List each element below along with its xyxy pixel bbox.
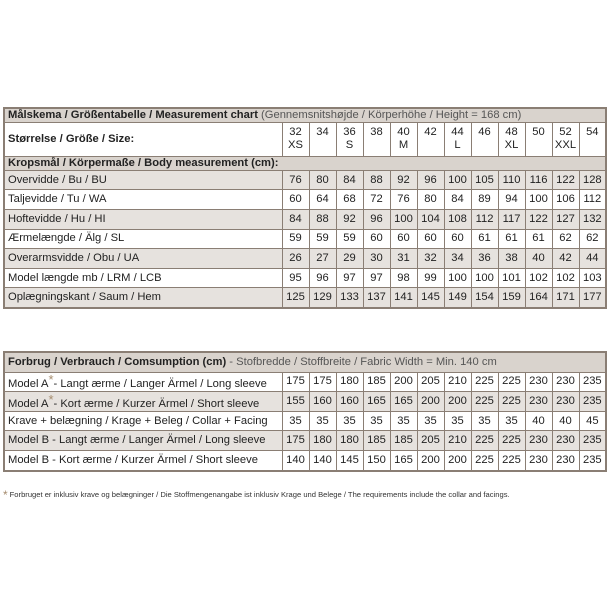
- size-number: 52: [559, 126, 572, 139]
- value-cell: 88: [363, 170, 390, 190]
- value-cell: 80: [417, 190, 444, 210]
- value-cell: 225: [471, 372, 498, 392]
- size-number: 32: [289, 126, 302, 139]
- size-letter: [472, 139, 498, 152]
- size-cell: [336, 122, 363, 156]
- value-cell: 200: [444, 450, 471, 470]
- row-label: Overvidde / Bu / BU: [4, 170, 282, 190]
- value-cell: 106: [552, 190, 579, 210]
- size-number: 36: [343, 126, 356, 139]
- value-cell: 100: [444, 170, 471, 190]
- consumption-chart: [3, 351, 607, 472]
- value-cell: 150: [363, 450, 390, 470]
- value-cell: 180: [336, 431, 363, 451]
- value-cell: 29: [336, 249, 363, 269]
- size-letter: L: [454, 139, 461, 152]
- size-number: 44: [451, 126, 464, 139]
- row-label: Overarmsvidde / Obu / UA: [4, 249, 282, 269]
- value-cell: 60: [444, 229, 471, 249]
- value-cell: 160: [309, 392, 336, 412]
- value-cell: 96: [363, 209, 390, 229]
- value-cell: 230: [525, 450, 552, 470]
- consumption-title: Forbrug / Verbrauch / Comsumption (cm) - Stofbredde / Stoffbreite / Fabric Width = Min. 140 cm: [4, 352, 606, 372]
- value-cell: 112: [579, 190, 606, 210]
- table-row: [4, 372, 606, 392]
- measurement-title-row: [4, 108, 606, 122]
- value-cell: 205: [417, 372, 444, 392]
- value-cell: 80: [309, 170, 336, 190]
- value-cell: 171: [552, 288, 579, 308]
- value-cell: 62: [579, 229, 606, 249]
- value-cell: 154: [471, 288, 498, 308]
- value-cell: 102: [552, 268, 579, 288]
- table-row: [4, 209, 606, 229]
- value-cell: 84: [336, 170, 363, 190]
- value-cell: 141: [390, 288, 417, 308]
- size-cell: [309, 122, 336, 156]
- size-cell: [363, 122, 390, 156]
- table-row: [4, 249, 606, 269]
- size-letter: [526, 139, 552, 152]
- value-cell: 180: [309, 431, 336, 451]
- size-row: [4, 122, 606, 156]
- value-cell: 104: [417, 209, 444, 229]
- value-cell: 100: [471, 268, 498, 288]
- value-cell: 99: [417, 268, 444, 288]
- value-cell: 230: [552, 372, 579, 392]
- size-letter: XS: [288, 139, 303, 152]
- value-cell: 61: [525, 229, 552, 249]
- value-cell: 62: [552, 229, 579, 249]
- row-label: Krave + belægning / Krage + Beleg / Collar + Facing: [4, 411, 282, 431]
- value-cell: 225: [498, 372, 525, 392]
- value-cell: 210: [444, 372, 471, 392]
- value-cell: 175: [282, 372, 309, 392]
- value-cell: 205: [417, 431, 444, 451]
- row-label: Model A*- Kort ærme / Kurzer Ärmel / Short sleeve: [4, 392, 282, 412]
- value-cell: 42: [552, 249, 579, 269]
- footnote-star-icon: *: [3, 488, 8, 502]
- value-cell: 61: [498, 229, 525, 249]
- value-cell: 88: [309, 209, 336, 229]
- value-cell: 34: [444, 249, 471, 269]
- value-cell: 117: [498, 209, 525, 229]
- table-row: [4, 190, 606, 210]
- value-cell: 97: [363, 268, 390, 288]
- value-cell: 40: [525, 249, 552, 269]
- body-measurement-header-row: [4, 156, 606, 170]
- size-number: 48: [505, 126, 518, 139]
- row-label: Hoftevidde / Hu / HI: [4, 209, 282, 229]
- value-cell: 230: [525, 372, 552, 392]
- value-cell: 230: [525, 431, 552, 451]
- value-cell: 128: [579, 170, 606, 190]
- value-cell: 101: [498, 268, 525, 288]
- value-cell: 84: [444, 190, 471, 210]
- size-number: 42: [424, 126, 437, 139]
- value-cell: 122: [552, 170, 579, 190]
- value-cell: 127: [552, 209, 579, 229]
- value-cell: 165: [390, 450, 417, 470]
- measurement-title: Målskema / Größentabelle / Measurement chart (Gennemsnitshøjde / Körperhöhe / Height = 168 cm): [4, 108, 606, 122]
- value-cell: 110: [498, 170, 525, 190]
- value-cell: 35: [282, 411, 309, 431]
- size-letter: [418, 139, 444, 152]
- value-cell: 35: [444, 411, 471, 431]
- value-cell: 140: [282, 450, 309, 470]
- row-label: Oplægningskant / Saum / Hem: [4, 288, 282, 308]
- value-cell: 149: [444, 288, 471, 308]
- body-measurement-header: Kropsmål / Körpermaße / Body measurement (cm):: [4, 156, 606, 170]
- value-cell: 35: [309, 411, 336, 431]
- value-cell: 185: [390, 431, 417, 451]
- measurement-chart: [3, 107, 607, 309]
- value-cell: 64: [309, 190, 336, 210]
- value-cell: 38: [498, 249, 525, 269]
- value-cell: 200: [444, 392, 471, 412]
- value-cell: 230: [525, 392, 552, 412]
- value-cell: 155: [282, 392, 309, 412]
- value-cell: 35: [498, 411, 525, 431]
- value-cell: 230: [552, 431, 579, 451]
- size-cell: [525, 122, 552, 156]
- table-row: [4, 392, 606, 412]
- value-cell: 185: [363, 372, 390, 392]
- value-cell: 35: [471, 411, 498, 431]
- asterisk-icon: *: [48, 391, 54, 407]
- value-cell: 92: [390, 170, 417, 190]
- value-cell: 225: [498, 431, 525, 451]
- value-cell: 31: [390, 249, 417, 269]
- size-letter: XL: [504, 139, 519, 152]
- row-label: Model B - Kort ærme / Kurzer Ärmel / Short sleeve: [4, 450, 282, 470]
- value-cell: 185: [363, 431, 390, 451]
- table-row: [4, 288, 606, 308]
- size-cell: [282, 122, 309, 156]
- value-cell: 32: [417, 249, 444, 269]
- size-cell: [579, 122, 606, 156]
- value-cell: 230: [552, 450, 579, 470]
- value-cell: 140: [309, 450, 336, 470]
- size-letter: M: [398, 139, 409, 152]
- value-cell: 97: [336, 268, 363, 288]
- value-cell: 45: [579, 411, 606, 431]
- value-cell: 159: [498, 288, 525, 308]
- value-cell: 68: [336, 190, 363, 210]
- table-row: [4, 431, 606, 451]
- size-number: 50: [532, 126, 545, 139]
- size-cell: [390, 122, 417, 156]
- value-cell: 177: [579, 288, 606, 308]
- consumption-title-row: [4, 352, 606, 372]
- row-label: Model længde mb / LRM / LCB: [4, 268, 282, 288]
- value-cell: 164: [525, 288, 552, 308]
- value-cell: 103: [579, 268, 606, 288]
- value-cell: 235: [579, 372, 606, 392]
- value-cell: 35: [390, 411, 417, 431]
- value-cell: 59: [282, 229, 309, 249]
- value-cell: 100: [525, 190, 552, 210]
- asterisk-icon: *: [48, 372, 54, 387]
- value-cell: 200: [417, 392, 444, 412]
- size-letter: S: [345, 139, 354, 152]
- value-cell: 100: [390, 209, 417, 229]
- value-cell: 210: [444, 431, 471, 451]
- value-cell: 105: [471, 170, 498, 190]
- value-cell: 125: [282, 288, 309, 308]
- value-cell: 72: [363, 190, 390, 210]
- value-cell: 44: [579, 249, 606, 269]
- row-label: Taljevidde / Tu / WA: [4, 190, 282, 210]
- value-cell: 175: [309, 372, 336, 392]
- table-row: [4, 170, 606, 190]
- size-cell: [444, 122, 471, 156]
- table-row: [4, 229, 606, 249]
- value-cell: 100: [444, 268, 471, 288]
- size-number: 38: [370, 126, 383, 139]
- size-number: 46: [478, 126, 491, 139]
- size-number: 54: [586, 126, 599, 139]
- size-cell: [498, 122, 525, 156]
- value-cell: 27: [309, 249, 336, 269]
- value-cell: 116: [525, 170, 552, 190]
- value-cell: 225: [471, 450, 498, 470]
- value-cell: 102: [525, 268, 552, 288]
- value-cell: 96: [417, 170, 444, 190]
- value-cell: 133: [336, 288, 363, 308]
- value-cell: 76: [282, 170, 309, 190]
- size-letter: [310, 139, 336, 152]
- size-cell: [471, 122, 498, 156]
- value-cell: 59: [309, 229, 336, 249]
- value-cell: 235: [579, 431, 606, 451]
- size-number: 40: [397, 126, 410, 139]
- size-cell: [417, 122, 444, 156]
- value-cell: 108: [444, 209, 471, 229]
- value-cell: 137: [363, 288, 390, 308]
- value-cell: 230: [552, 392, 579, 412]
- value-cell: 84: [282, 209, 309, 229]
- value-cell: 200: [390, 372, 417, 392]
- value-cell: 235: [579, 392, 606, 412]
- value-cell: 165: [390, 392, 417, 412]
- value-cell: 225: [471, 392, 498, 412]
- value-cell: 60: [282, 190, 309, 210]
- value-cell: 165: [363, 392, 390, 412]
- value-cell: 98: [390, 268, 417, 288]
- value-cell: 92: [336, 209, 363, 229]
- value-cell: 96: [309, 268, 336, 288]
- value-cell: 40: [552, 411, 579, 431]
- value-cell: 59: [336, 229, 363, 249]
- value-cell: 200: [417, 450, 444, 470]
- footnote: [3, 488, 607, 502]
- size-cell: [552, 122, 579, 156]
- row-label: Model A*- Langt ærme / Langer Ärmel / Long sleeve: [4, 372, 282, 392]
- value-cell: 35: [417, 411, 444, 431]
- value-cell: 35: [336, 411, 363, 431]
- size-letter: [364, 139, 390, 152]
- value-cell: 225: [498, 392, 525, 412]
- table-row: [4, 411, 606, 431]
- size-label: Størrelse / Größe / Size:: [4, 122, 282, 156]
- row-label: Model B - Langt ærme / Langer Ärmel / Long sleeve: [4, 431, 282, 451]
- value-cell: 94: [498, 190, 525, 210]
- value-cell: 235: [579, 450, 606, 470]
- value-cell: 122: [525, 209, 552, 229]
- value-cell: 40: [525, 411, 552, 431]
- table-row: [4, 450, 606, 470]
- size-letter: [580, 139, 606, 152]
- value-cell: 76: [390, 190, 417, 210]
- value-cell: 60: [363, 229, 390, 249]
- size-number: 34: [316, 126, 329, 139]
- value-cell: 225: [471, 431, 498, 451]
- size-letter: XXL: [554, 139, 577, 152]
- value-cell: 145: [336, 450, 363, 470]
- value-cell: 132: [579, 209, 606, 229]
- footnote-text: Forbruget er inklusiv krave og belægninger / Die Stoffmengenangabe ist inklusiv Krage und Belege / The requirements include the collar and facings.: [9, 490, 510, 499]
- value-cell: 36: [471, 249, 498, 269]
- row-label: Ærmelængde / Älg / SL: [4, 229, 282, 249]
- value-cell: 35: [363, 411, 390, 431]
- value-cell: 180: [336, 372, 363, 392]
- value-cell: 89: [471, 190, 498, 210]
- value-cell: 95: [282, 268, 309, 288]
- value-cell: 61: [471, 229, 498, 249]
- value-cell: 175: [282, 431, 309, 451]
- value-cell: 26: [282, 249, 309, 269]
- value-cell: 30: [363, 249, 390, 269]
- value-cell: 60: [417, 229, 444, 249]
- value-cell: 129: [309, 288, 336, 308]
- value-cell: 225: [498, 450, 525, 470]
- table-row: [4, 268, 606, 288]
- value-cell: 112: [471, 209, 498, 229]
- value-cell: 145: [417, 288, 444, 308]
- value-cell: 60: [390, 229, 417, 249]
- value-cell: 160: [336, 392, 363, 412]
